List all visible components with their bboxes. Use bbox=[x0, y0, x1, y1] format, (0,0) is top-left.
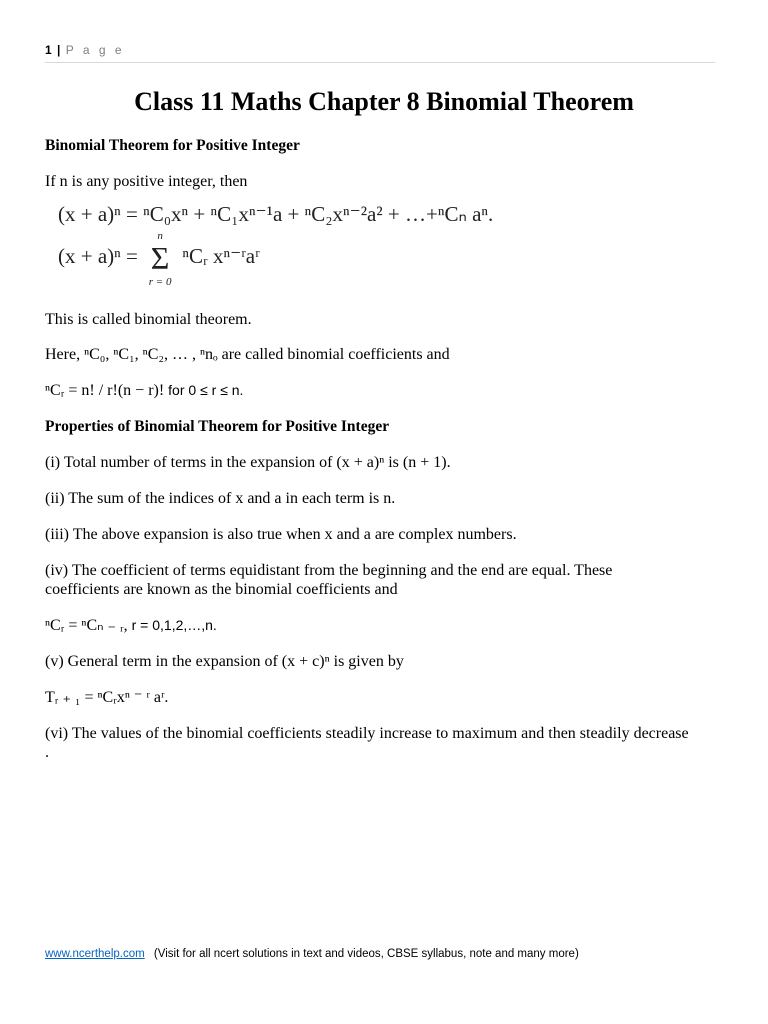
property-6: (vi) The values of the binomial coefficients steadily increase to maximum and then steadily decrease . bbox=[45, 725, 689, 761]
ncr-formula: ⁿCᵣ = n! / r!(n − r)! bbox=[45, 382, 165, 399]
page-separator: | bbox=[57, 43, 61, 57]
property-5: (v) General term in the expansion of (x + c)ⁿ is given by bbox=[45, 653, 404, 670]
called-text: This is called binomial theorem. bbox=[45, 311, 252, 328]
footer-note: (Visit for all ncert solutions in text and videos, CBSE syllabus, note and many more) bbox=[153, 948, 579, 960]
formula-lhs: (x + a)ⁿ = bbox=[58, 243, 138, 268]
property-4: (iv) The coefficient of terms equidistant from the beginning and the end are equal. These coefficients are known as the binomial coefficients and bbox=[45, 562, 613, 598]
symmetry-range: r = 0,1,2,…,n. bbox=[131, 617, 217, 633]
page-footer bbox=[45, 948, 579, 960]
website-link[interactable]: www.ncerthelp.com bbox=[45, 948, 145, 960]
formula-line-expansion: (x + a)ⁿ = ⁿC₀xⁿ + ⁿC₁xⁿ⁻¹a + ⁿC₂xⁿ⁻²a² + …+ⁿCₙ aⁿ. bbox=[58, 202, 494, 226]
formula-rhs: ⁿCᵣ xⁿ⁻ʳaʳ bbox=[182, 243, 260, 268]
page-header bbox=[45, 43, 715, 63]
section-heading-binomial: Binomial Theorem for Positive Integer bbox=[45, 137, 300, 154]
sigma-lower-limit: r = 0 bbox=[148, 276, 172, 288]
formula-line-summation bbox=[58, 230, 260, 288]
general-term-formula: Tᵣ ₊ ₁ = ⁿCᵣxⁿ ⁻ ʳ aʳ. bbox=[45, 689, 169, 706]
page-label: P a g e bbox=[65, 43, 125, 57]
property-1: (i) Total number of terms in the expansion of (x + a)ⁿ is (n + 1). bbox=[45, 454, 451, 471]
sigma-symbol: n Σ r = 0 bbox=[143, 242, 177, 274]
symmetry-formula: ⁿCᵣ = ⁿCₙ ₋ ᵣ, bbox=[45, 617, 128, 634]
ncr-definition bbox=[45, 381, 695, 400]
coefficients-text: Here, ⁿC₀, ⁿC₁, ⁿC₂, … , ⁿnₒ are called binomial coefficients and bbox=[45, 346, 450, 363]
property-3: (iii) The above expansion is also true when x and a are complex numbers. bbox=[45, 526, 517, 543]
property-4-formula bbox=[45, 616, 695, 635]
ncr-condition: for 0 ≤ r ≤ n. bbox=[168, 382, 244, 398]
intro-text: If n is any positive integer, then bbox=[45, 173, 248, 190]
document-title: Class 11 Maths Chapter 8 Binomial Theorem bbox=[134, 87, 634, 116]
section-heading-properties: Properties of Binomial Theorem for Positive Integer bbox=[45, 418, 390, 435]
page-number: 1 bbox=[45, 43, 52, 57]
sigma-upper-limit: n bbox=[157, 230, 163, 242]
property-2: (ii) The sum of the indices of x and a in each term is n. bbox=[45, 490, 396, 507]
